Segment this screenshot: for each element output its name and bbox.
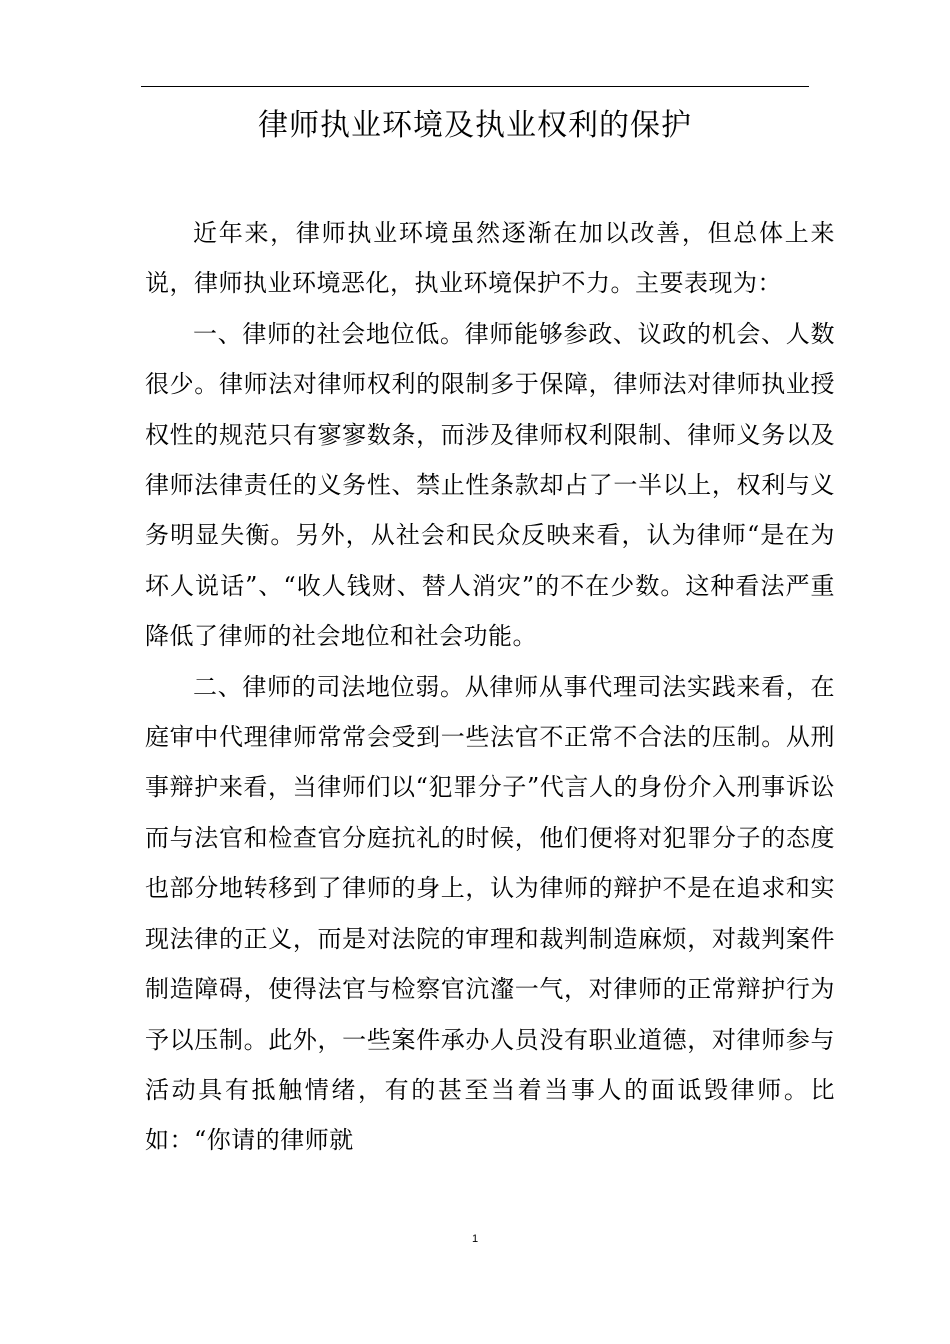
paragraph-social-status: 一、律师的社会地位低。律师能够参政、议政的机会、人数很少。律师法对律师权利的限制多于保障，律师法对律师执业授权性的规范只有寥寥数条，而涉及律师权利限制、律师义务以及律师法律责任的义务性、禁止性条款却占了一半以上，权利与义务明显失衡。另外，从社会和民众反映来看，认为律师“是在为坏人说话”、“收人钱财、替人消灾”的不在少数。这种看法严重降低了律师的社会地位和社会功能。 xyxy=(145,319,835,651)
page-number: 1 xyxy=(471,1233,479,1245)
document-body xyxy=(145,208,835,1166)
paragraph-intro: 近年来，律师执业环境虽然逐渐在加以改善，但总体上来说，律师执业环境恶化，执业环境保护不力。主要表现为： xyxy=(145,219,835,298)
header-rule xyxy=(141,86,809,87)
paragraph-judicial-status: 二、律师的司法地位弱。从律师从事代理司法实践来看，在庭审中代理律师常常会受到一些法官不正常不合法的压制。从刑事辩护来看，当律师们以“犯罪分子”代言人的身份介入刑事诉讼而与法官和检查官分庭抗礼的时候，他们便将对犯罪分子的态度也部分地转移到了律师的身上，认为律师的辩护不是在追求和实现法律的正义，而是对法院的审理和裁判制造麻烦，对裁判案件制造障碍，使得法官与检察官沆瀣一气，对律师的正常辩护行为予以压制。此外，一些案件承办人员没有职业道德，对律师参与活动具有抵触情绪，有的甚至当着当事人的面诋毁律师。比如：“你请的律师就 xyxy=(145,672,835,1155)
document-title: 律师执业环境及执业权利的保护 xyxy=(258,108,692,143)
